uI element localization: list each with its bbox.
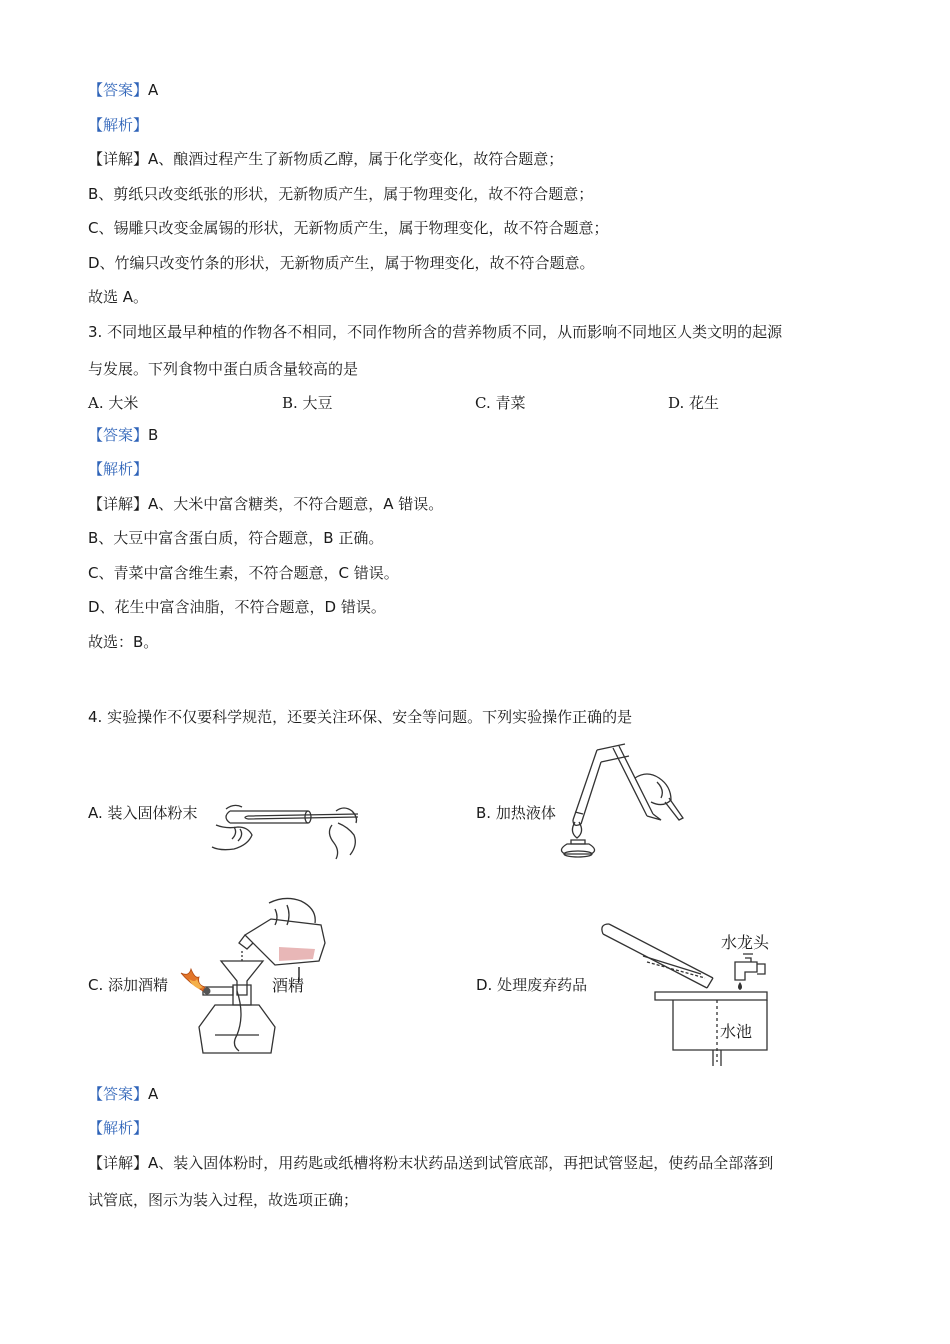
q4-answer-line xyxy=(88,1084,158,1104)
q4-option-d: D. 处理废弃药品 xyxy=(476,976,588,994)
q3-conclusion: 故选：B。 xyxy=(88,633,159,651)
q2-detail-d: D、竹编只改变竹条的形状，无新物质产生，属于物理变化，故不符合题意。 xyxy=(88,254,595,272)
q2-detail-c: C、锡雕只改变金属锡的形状，无新物质产生，属于物理变化，故不符合题意； xyxy=(88,219,609,237)
answer-value: A xyxy=(148,1085,159,1103)
q4-analysis-tag: 【解析】 xyxy=(88,1119,149,1137)
q2-detail-line xyxy=(88,149,563,169)
figure-add-alcohol xyxy=(175,895,335,1065)
q2-conclusion: 故选 A。 xyxy=(88,288,149,306)
detail-tag: 【详解】 xyxy=(88,495,149,513)
q4-detail-line2: 试管底，图示为装入过程，故选项正确； xyxy=(88,1191,359,1209)
label-alcohol: 酒精 xyxy=(272,976,305,995)
q4-option-a: A. 装入固体粉末 xyxy=(88,804,198,822)
label-faucet: 水龙头 xyxy=(721,933,770,952)
answer-value: A xyxy=(148,81,159,99)
q3-detail-d: D、花生中富含油脂，不符合题意，D 错误。 xyxy=(88,598,386,616)
q2-detail-b: B、剪纸只改变纸张的形状，无新物质产生，属于物理变化，故不符合题意； xyxy=(88,185,594,203)
q2-analysis-tag: 【解析】 xyxy=(88,116,149,134)
detail-text: A、酿酒过程产生了新物质乙醇，属于化学变化，故符合题意； xyxy=(148,150,564,168)
q3-stem-line1: 3. 不同地区最早种植的作物各不相同，不同作物所含的营养物质不同，从而影响不同地区人类文明的起源 xyxy=(88,323,783,341)
q3-option-b: B. 大豆 xyxy=(282,394,333,412)
detail-text: A、大米中富含糖类，不符合题意，A 错误。 xyxy=(148,495,444,513)
q4-detail-line xyxy=(88,1153,773,1173)
q3-option-c: C. 青菜 xyxy=(475,394,526,412)
label-sink: 水池 xyxy=(720,1022,753,1041)
answer-tag: 【答案】 xyxy=(88,426,149,444)
answer-value: B xyxy=(148,426,159,444)
detail-tag: 【详解】 xyxy=(88,150,149,168)
q3-detail-line xyxy=(88,494,443,514)
figure-heat-liquid xyxy=(555,742,690,860)
answer-tag: 【答案】 xyxy=(88,1085,149,1103)
answer-tag: 【答案】 xyxy=(88,81,149,99)
q3-option-a: A. 大米 xyxy=(88,394,139,412)
q3-stem-line2: 与发展。下列食物中蛋白质含量较高的是 xyxy=(88,360,359,378)
q4-option-b: B. 加热液体 xyxy=(476,804,556,822)
detail-tag: 【详解】 xyxy=(88,1154,149,1172)
q4-stem: 4. 实验操作不仅要科学规范，还要关注环保、安全等问题。下列实验操作正确的是 xyxy=(88,708,633,726)
q3-detail-c: C、青菜中富含维生素，不符合题意，C 错误。 xyxy=(88,564,399,582)
figure-load-powder xyxy=(208,785,368,860)
q4-option-c: C. 添加酒精 xyxy=(88,976,169,994)
q2-answer-line xyxy=(88,80,158,100)
q3-answer-line xyxy=(88,425,158,445)
q3-detail-b: B、大豆中富含蛋白质，符合题意，B 正确。 xyxy=(88,529,384,547)
detail-text: A、装入固体粉时，用药匙或纸槽将粉末状药品送到试管底部，再把试管竖起，使药品全部落到 xyxy=(148,1154,774,1172)
q3-option-d: D. 花生 xyxy=(668,394,720,412)
q3-analysis-tag: 【解析】 xyxy=(88,460,149,478)
